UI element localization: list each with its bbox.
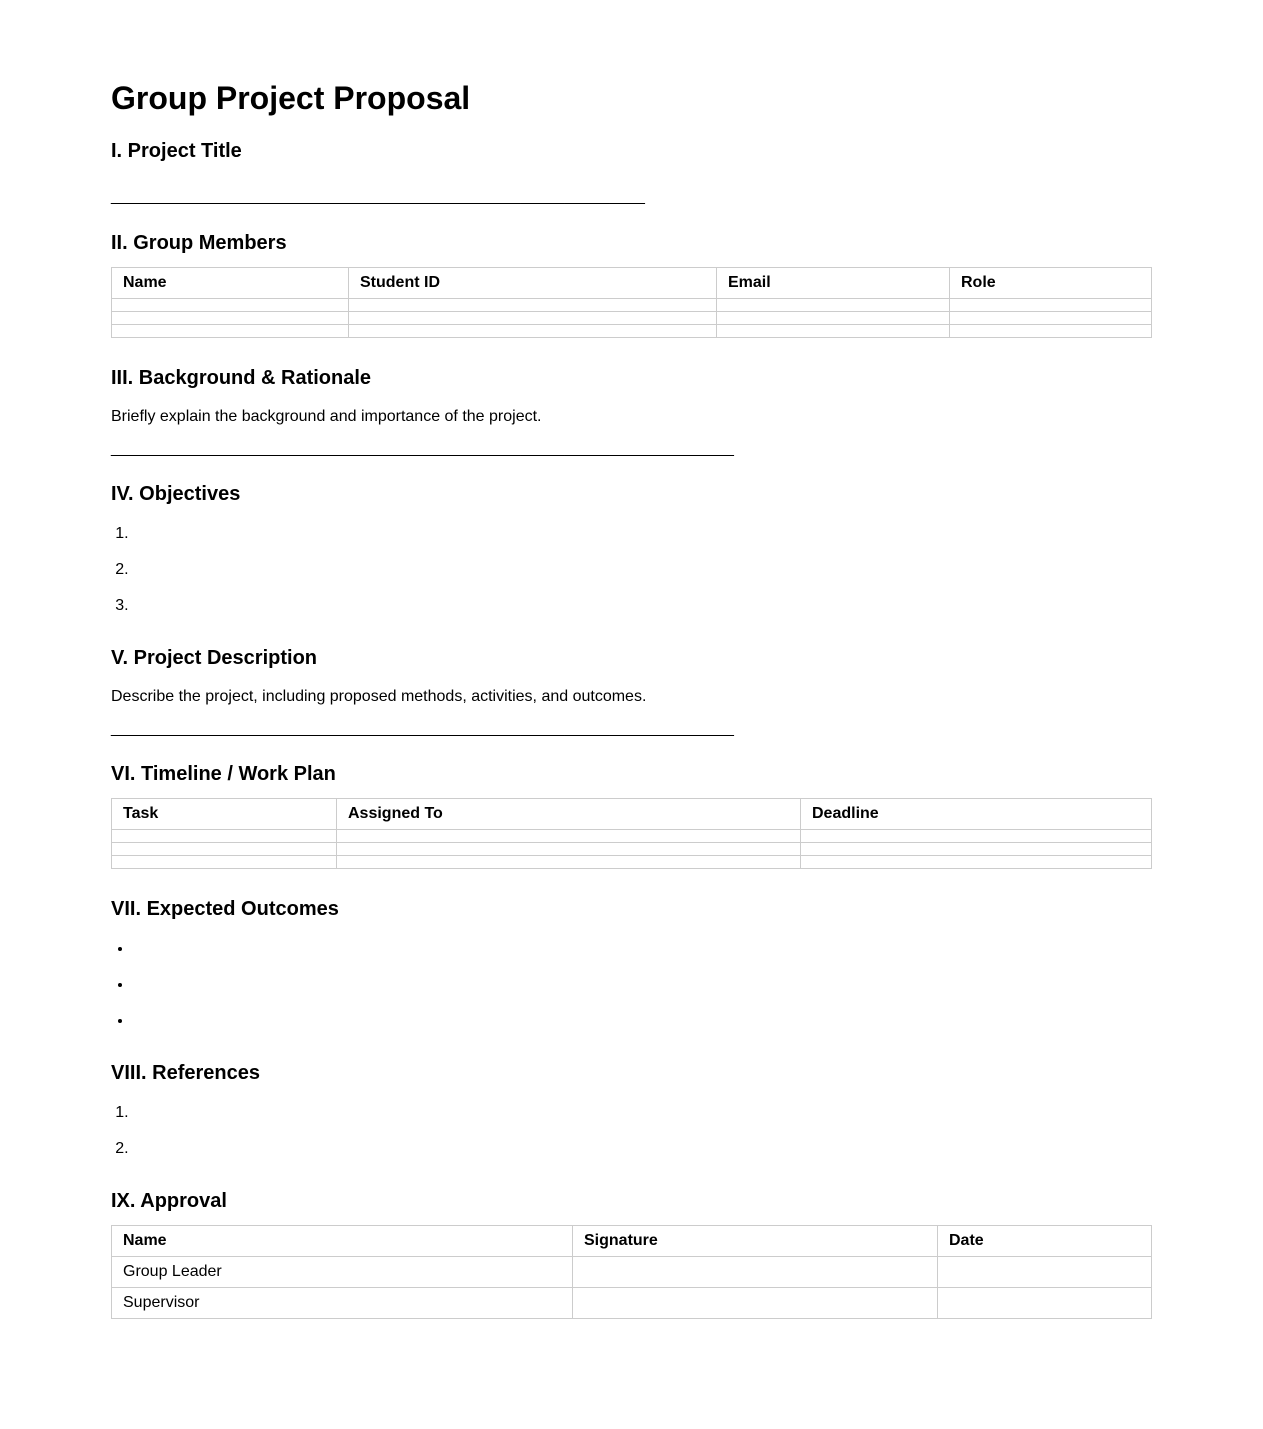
table-row xyxy=(112,325,1152,338)
column-header: Role xyxy=(950,268,1152,299)
list-item[interactable] xyxy=(133,596,1152,632)
date-cell[interactable] xyxy=(938,1288,1152,1319)
prompt-text: Briefly explain the background and importance of the project. xyxy=(111,408,542,425)
list-item[interactable] xyxy=(133,1103,1152,1139)
section-expected-outcomes xyxy=(111,897,1152,1047)
table-row xyxy=(112,1288,1152,1319)
table-row xyxy=(112,312,1152,325)
prompt-text: Describe the project, including proposed methods, activities, and outcomes. xyxy=(111,688,647,705)
outcomes-list xyxy=(111,939,1152,1047)
list-item[interactable] xyxy=(133,524,1152,560)
section-approval xyxy=(111,1189,1152,1319)
column-header: Date xyxy=(938,1226,1152,1257)
approval-table xyxy=(111,1225,1152,1319)
signature-cell[interactable] xyxy=(573,1288,938,1319)
table-row xyxy=(112,299,1152,312)
section-heading: VIII. References xyxy=(111,1062,260,1084)
approver-name: Group Leader xyxy=(112,1257,573,1288)
column-header: Signature xyxy=(573,1226,938,1257)
column-header: Name xyxy=(112,1226,573,1257)
signature-cell[interactable] xyxy=(573,1257,938,1288)
timeline-table xyxy=(111,798,1152,869)
references-list xyxy=(111,1103,1152,1175)
section-heading: V. Project Description xyxy=(111,647,317,669)
blank-line[interactable]: ______________________________________________________________________ xyxy=(111,440,734,457)
table-row xyxy=(112,830,1152,843)
date-cell[interactable] xyxy=(938,1257,1152,1288)
column-header: Email xyxy=(717,268,950,299)
column-header: Name xyxy=(112,268,349,299)
list-item[interactable] xyxy=(133,975,1152,1011)
section-references xyxy=(111,1061,1152,1175)
section-heading: IV. Objectives xyxy=(111,483,241,505)
table-row xyxy=(112,856,1152,869)
section-heading: II. Group Members xyxy=(111,232,287,254)
blank-line[interactable]: ____________________________________________________________ xyxy=(111,188,645,205)
section-heading: III. Background & Rationale xyxy=(111,367,372,389)
blank-line[interactable]: ______________________________________________________________________ xyxy=(111,720,734,737)
section-project-title xyxy=(111,139,1152,207)
section-heading: IX. Approval xyxy=(111,1190,227,1212)
section-heading: I. Project Title xyxy=(111,140,242,162)
document-page xyxy=(111,0,1152,1311)
section-heading: VII. Expected Outcomes xyxy=(111,898,339,920)
list-item[interactable] xyxy=(133,939,1152,975)
section-background xyxy=(111,366,1152,459)
objectives-list xyxy=(111,524,1152,632)
column-header: Assigned To xyxy=(337,799,801,830)
table-row xyxy=(112,1257,1152,1288)
column-header: Deadline xyxy=(801,799,1152,830)
approver-name: Supervisor xyxy=(112,1288,573,1319)
section-heading: VI. Timeline / Work Plan xyxy=(111,763,336,785)
list-item[interactable] xyxy=(133,1011,1152,1047)
section-description xyxy=(111,646,1152,739)
group-members-table xyxy=(111,267,1152,338)
list-item[interactable] xyxy=(133,560,1152,596)
column-header: Task xyxy=(112,799,337,830)
section-objectives xyxy=(111,482,1152,632)
table-row xyxy=(112,843,1152,856)
column-header: Student ID xyxy=(349,268,717,299)
list-item[interactable] xyxy=(133,1139,1152,1175)
section-group-members xyxy=(111,231,1152,338)
section-timeline xyxy=(111,762,1152,869)
page-title: Group Project Proposal xyxy=(111,80,471,116)
